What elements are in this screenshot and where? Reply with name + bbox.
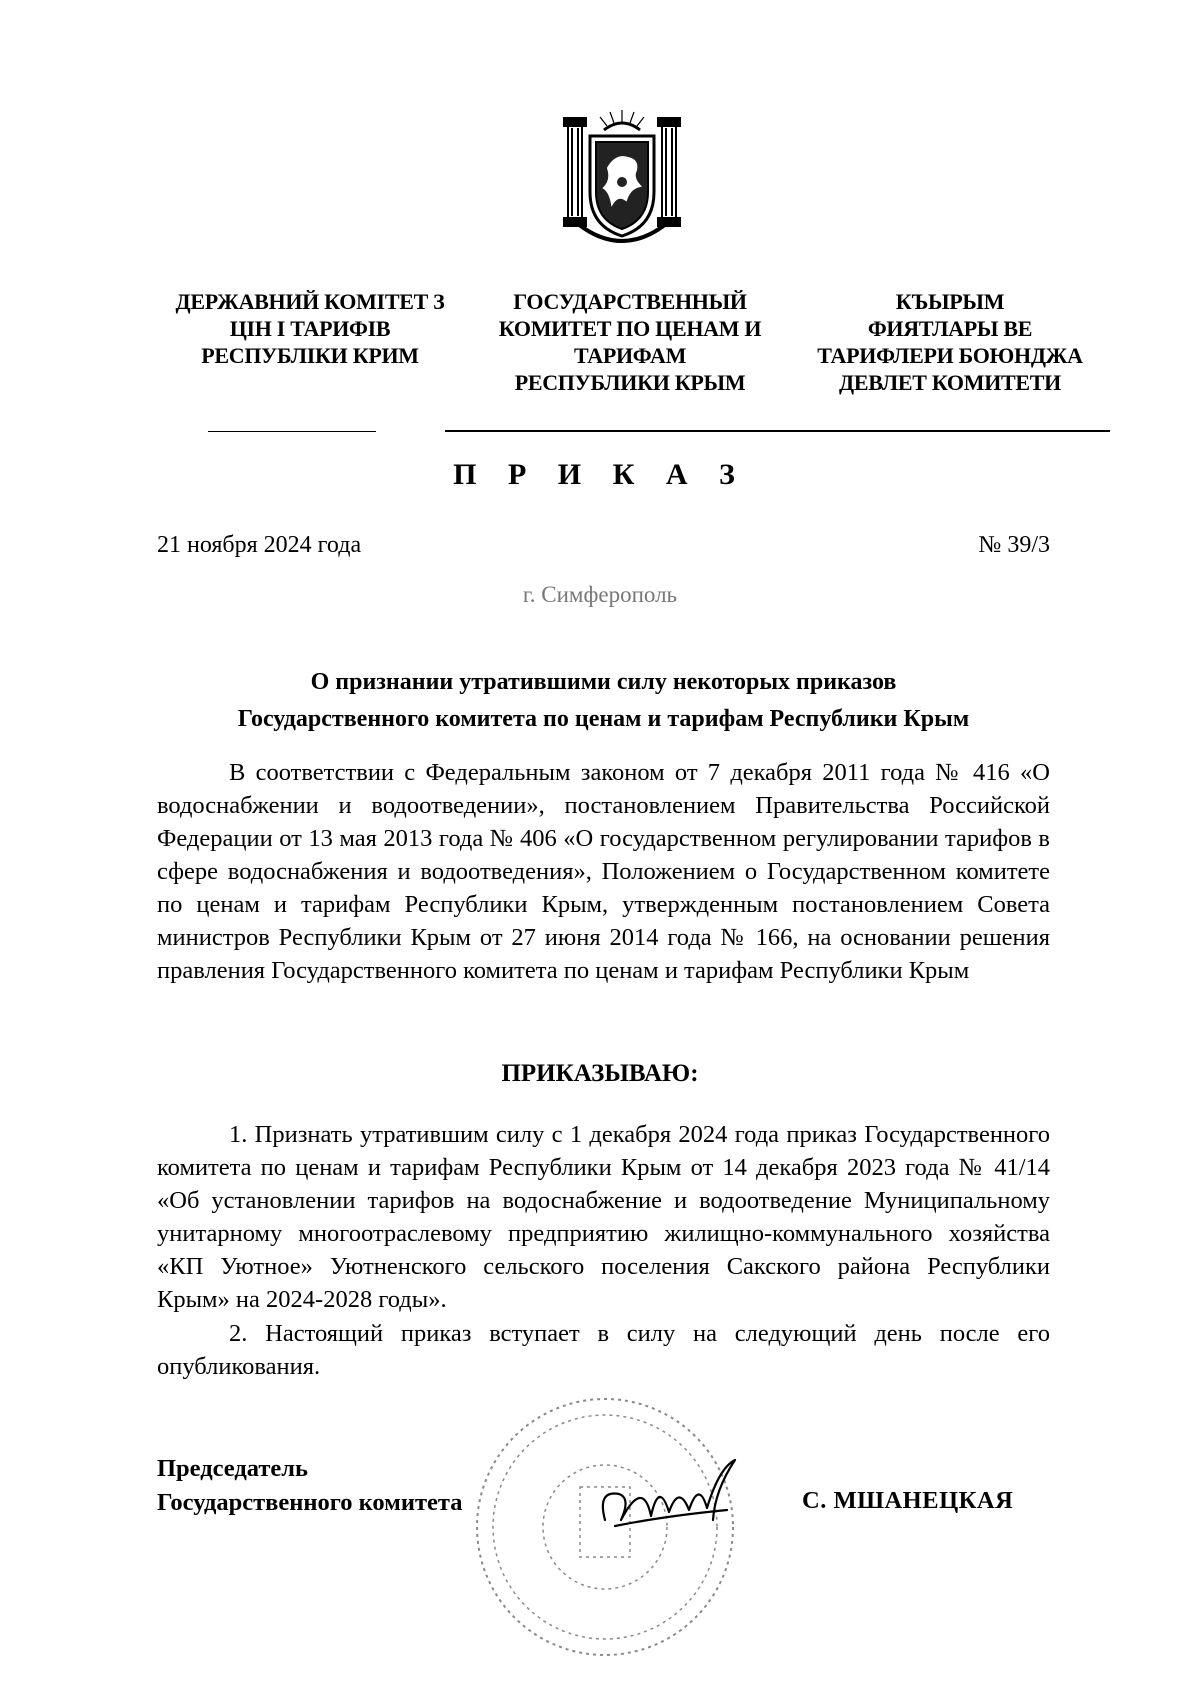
signatory-position-line-1: Председатель: [157, 1455, 308, 1482]
preamble-paragraph: В соответствии с Федеральным законом от 7 декабря 2011 года № 416 «О водоснабжении и водоотведении», постановлением Правительства Российской Федерации от 13 мая 2013 года № 406 «О государственном регулировании тарифов в сфере водоснабжения и водоотведения», Положением о Государственном комитете по ценам и тарифам Республики Крым, утвержденным постановлением Совета министров Республики Крым от 27 июня 2014 года № 166, на основании решения правления Государственного комитета по ценам и тарифам Республики Крым: [157, 759, 1050, 984]
header-divider-thick: [445, 430, 1110, 432]
handwritten-signature: [595, 1450, 755, 1540]
org-crh-line-2: ФИЯТЛАРЫ ВЕ: [867, 316, 1033, 341]
org-crh-line-1: КЪЫРЫМ: [895, 289, 1005, 314]
order-item-1: 1. Признать утратившим силу с 1 декабря 2024 года приказ Государственного комитета по ценам и тарифам Республики Крым от 14 декабря 2023 года № 41/14 «Об установлении тарифов на водоснабжение и водоотведение Муниципальному унитарному многоотраслевому предприятию жилищно-коммунального хозяйства «КП Уютное» Уютненского сельского поселения Сакского района Республики Крым» на 2024-2028 годы».: [157, 1121, 1050, 1313]
document-date: 21 ноября 2024 года: [157, 532, 362, 558]
document-number: № 39/3: [978, 532, 1050, 558]
document-type-heading: П Р И К А З: [453, 458, 747, 491]
org-ru-line-1: ГОСУДАРСТВЕННЫЙ: [513, 289, 747, 314]
org-name-russian: [480, 288, 780, 396]
document-city: г. Симферополь: [522, 582, 678, 607]
document-title-line-2: Государственного комитета по ценам и тарифам Республики Крым: [237, 706, 970, 732]
org-uk-line-3: РЕСПУБЛІКИ КРИМ: [201, 343, 419, 368]
order-word: ПРИКАЗЫВАЮ:: [501, 1060, 699, 1087]
document-title-line-1: О признании утратившими силу некоторых приказов: [310, 669, 897, 695]
coat-of-arms-icon: [560, 108, 684, 258]
header-divider-thin: [208, 431, 376, 432]
org-ru-line-3: ТАРИФАМ: [573, 343, 687, 368]
signatory-name: С. МШАНЕЦКАЯ: [802, 1487, 1014, 1514]
signatory-position-line-2: Государственного комитета: [157, 1489, 463, 1516]
org-ru-line-4: РЕСПУБЛИКИ КРЫМ: [514, 370, 746, 395]
document-title: [157, 664, 1050, 738]
org-ru-line-2: КОМИТЕТ ПО ЦЕНАМ И: [498, 316, 762, 341]
signatory-position: [157, 1452, 462, 1520]
org-uk-line-2: ЦІН І ТАРИФІВ: [229, 316, 391, 341]
org-crh-line-4: ДЕВЛЕТ КОМИТЕТИ: [839, 370, 1061, 395]
org-crh-line-3: ТАРИФЛЕРИ БОЮНДЖА: [817, 343, 1083, 368]
order-item-2: 2. Настоящий приказ вступает в силу на следующий день после его опубликования.: [157, 1320, 1050, 1380]
org-uk-line-1: ДЕРЖАВНИЙ КОМІТЕТ З: [175, 289, 445, 314]
org-name-ukrainian: [160, 288, 460, 369]
org-name-crimean-tatar: [800, 288, 1100, 396]
